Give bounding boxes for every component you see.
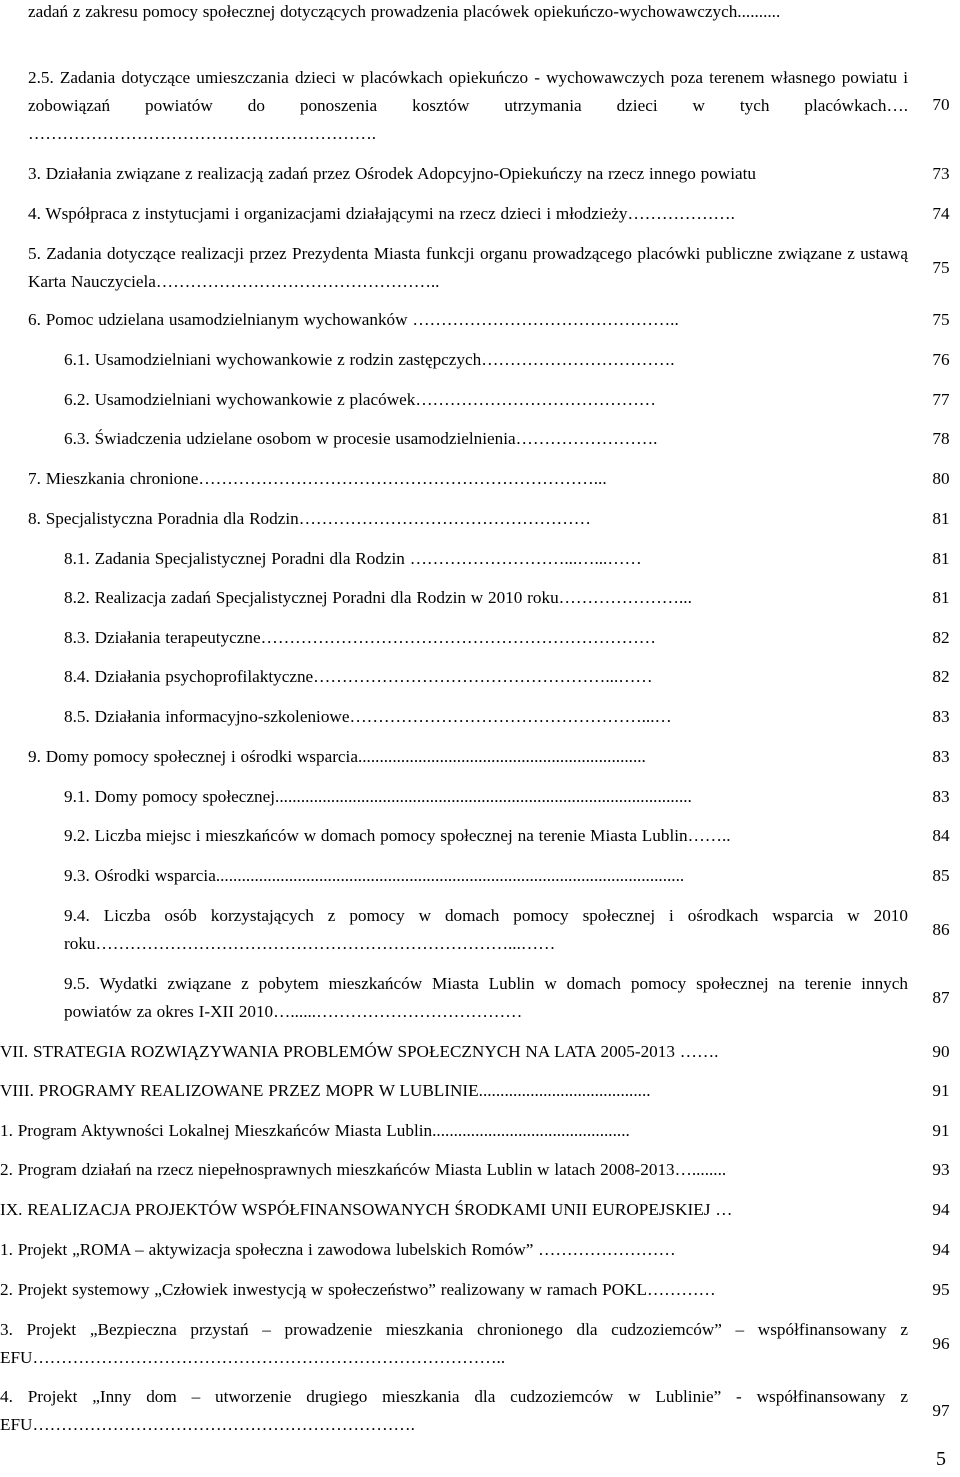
toc-entry-page: 83: [932, 707, 950, 726]
toc-entry-text: 8.1. Zadania Specjalistycznej Poradni dla Rodzin ………………………...…...……: [64, 549, 642, 568]
toc-entry-text: 4. Projekt „Inny dom – utworzenie drugiego mieszkania dla cudzoziemców w Lublinie” - współfinansowany z EFU………………………………………………………….: [0, 1387, 908, 1434]
toc-entry-text: IX. REALIZACJA PROJEKTÓW WSPÓŁFINANSOWANYCH ŚRODKAMI UNII EUROPEJSKIEJ …: [0, 1200, 733, 1219]
toc-entry-text: 9.2. Liczba miejsc i mieszkańców w domach pomocy społecznej na terenie Miasta Lublin……..: [64, 826, 731, 845]
toc-entry-page: 87: [932, 988, 950, 1007]
toc-entry-page: 86: [932, 920, 950, 939]
toc-entry-page: 82: [932, 628, 950, 647]
toc-entry-page: 75: [932, 258, 950, 277]
toc-entry-page: 91: [932, 1121, 950, 1140]
toc-entry-text: 6.2. Usamodzielniani wychowankowie z placówek……………………………………: [64, 390, 656, 409]
toc-entry-page: 84: [932, 826, 950, 845]
toc-entry-page: 78: [932, 429, 950, 448]
toc-entry-text: 4. Współpraca z instytucjami i organizacjami działającymi na rzecz dzieci i młodzieży……………….: [28, 204, 735, 223]
toc-entry-text: 5. Zadania dotyczące realizacji przez Prezydenta Miasta funkcji organu prowadzącego placówki publiczne związane z ustawą Karta Nauczyciela…………………………………………..: [28, 244, 908, 291]
toc-entry-page: 81: [932, 549, 950, 568]
toc-entry-page: 76: [932, 350, 950, 369]
toc-entry-text: 1. Program Aktywności Lokalnej Mieszkańców Miasta Lublin..............................................: [0, 1121, 630, 1140]
toc-entry-page: 94: [932, 1240, 950, 1259]
toc-entry-text: VII. STRATEGIA ROZWIĄZYWANIA PROBLEMÓW SPOŁECZNYCH NA LATA 2005-2013 …….: [0, 1042, 719, 1061]
toc-entry-text: 9.1. Domy pomocy społecznej.................................................................................................: [64, 787, 692, 806]
toc-entry-page: 95: [932, 1280, 950, 1299]
toc-entry-page: 97: [932, 1401, 950, 1420]
toc-entry-text: 7. Mieszkania chronione……………………………………………………………...: [28, 469, 607, 488]
toc-entry-text: 2. Projekt systemowy „Człowiek inwestycją w społeczeństwo” realizowany w ramach POKL…………: [0, 1280, 716, 1299]
toc-entry-page: 75: [932, 310, 950, 329]
toc-entry-text: 8.5. Działania informacyjno-szkoleniowe……………………………………………...…: [64, 707, 672, 726]
toc-entry-page: 81: [932, 588, 950, 607]
toc-entry-text: VIII. PROGRAMY REALIZOWANE PRZEZ MOPR W LUBLINIE........................................: [0, 1081, 651, 1100]
toc-entry-text: 9.4. Liczba osób korzystających z pomocy w domach pomocy społecznej i ośrodkach wsparcia w 2010 roku………………………………………………………………...……: [64, 906, 908, 953]
toc-entry-text: 3. Projekt „Bezpieczna przystań – prowadzenie mieszkania chronionego dla cudzoziemców” – współfinansowany z EFU………………………………………………………………………..: [0, 1320, 908, 1367]
toc-entry-text: 8.2. Realizacja zadań Specjalistycznej Poradni dla Rodzin w 2010 roku…………………...: [64, 588, 692, 607]
toc-entry-page: 82: [932, 667, 950, 686]
toc-entry-text: 6.1. Usamodzielniani wychowankowie z rodzin zastępczych…………………………….: [64, 350, 675, 369]
toc-entry-text: 8.3. Działania terapeutyczne……………………………………………………………: [64, 628, 656, 647]
toc-entry-page: 91: [932, 1081, 950, 1100]
page-number: 5: [936, 1448, 946, 1470]
toc-entry-text: 2. Program działań na rzecz niepełnosprawnych mieszkańców Miasta Lublin w latach 2008-2013…........: [0, 1160, 727, 1179]
toc-entry-page: 90: [932, 1042, 950, 1061]
toc-entry-text: 6. Pomoc udzielana usamodzielnianym wychowanków ………………………………………..: [28, 310, 679, 329]
toc-entry-page: 83: [932, 747, 950, 766]
toc-entry-text: 8.4. Działania psychoprofilaktyczne……………………………………………...……: [64, 667, 653, 686]
toc-entry-page: 93: [932, 1160, 950, 1179]
toc-entry-page: 85: [932, 866, 950, 885]
toc-entry-text: 9. Domy pomocy społecznej i ośrodki wsparcia...................................................................: [28, 747, 646, 766]
toc-entry-page: 70: [932, 95, 950, 114]
toc-entry-page: 81: [932, 509, 950, 528]
toc-entry-page: 83: [932, 787, 950, 806]
toc-entry-text: 8. Specjalistyczna Poradnia dla Rodzin……………………………………………: [28, 509, 591, 528]
toc-entry-text: 1. Projekt „ROMA – aktywizacja społeczna i zawodowa lubelskich Romów” ……………………: [0, 1240, 676, 1259]
toc-entry-text: 3. Działania związane z realizacją zadań przez Ośrodek Adopcyjno-Opiekuńczy na rzecz innego powiatu: [28, 164, 756, 183]
toc-entry-text: 9.5. Wydatki związane z pobytem mieszkańców Miasta Lublin w domach pomocy społecznej na terenie innych powiatów za okres I-XII 2010…......………………………………: [64, 974, 908, 1021]
toc-entry-text: 2.5. Zadania dotyczące umieszczania dzieci w placówkach opiekuńczo - wychowawczych poza terenem własnego powiatu i zobowiązań powiatów do ponoszenia kosztów utrzymania dzieci w tych placówkach…. …………………………………………………….: [28, 68, 908, 143]
toc-entry-text: 6.3. Świadczenia udzielane osobom w procesie usamodzielnienia…………………….: [64, 429, 658, 448]
toc-entry-page: 77: [932, 390, 950, 409]
toc-entry-text: zadań z zakresu pomocy społecznej dotyczących prowadzenia placówek opiekuńczo-wychowawczych..........: [28, 2, 781, 21]
toc-entry-page: 94: [932, 1200, 950, 1219]
toc-entry-text: 9.3. Ośrodki wsparcia.............................................................................................................: [64, 866, 685, 885]
toc-entry-page: 96: [932, 1334, 950, 1353]
toc-entry-page: 74: [932, 204, 950, 223]
toc-entry-page: 73: [932, 164, 950, 183]
toc-entry-page: 80: [932, 469, 950, 488]
